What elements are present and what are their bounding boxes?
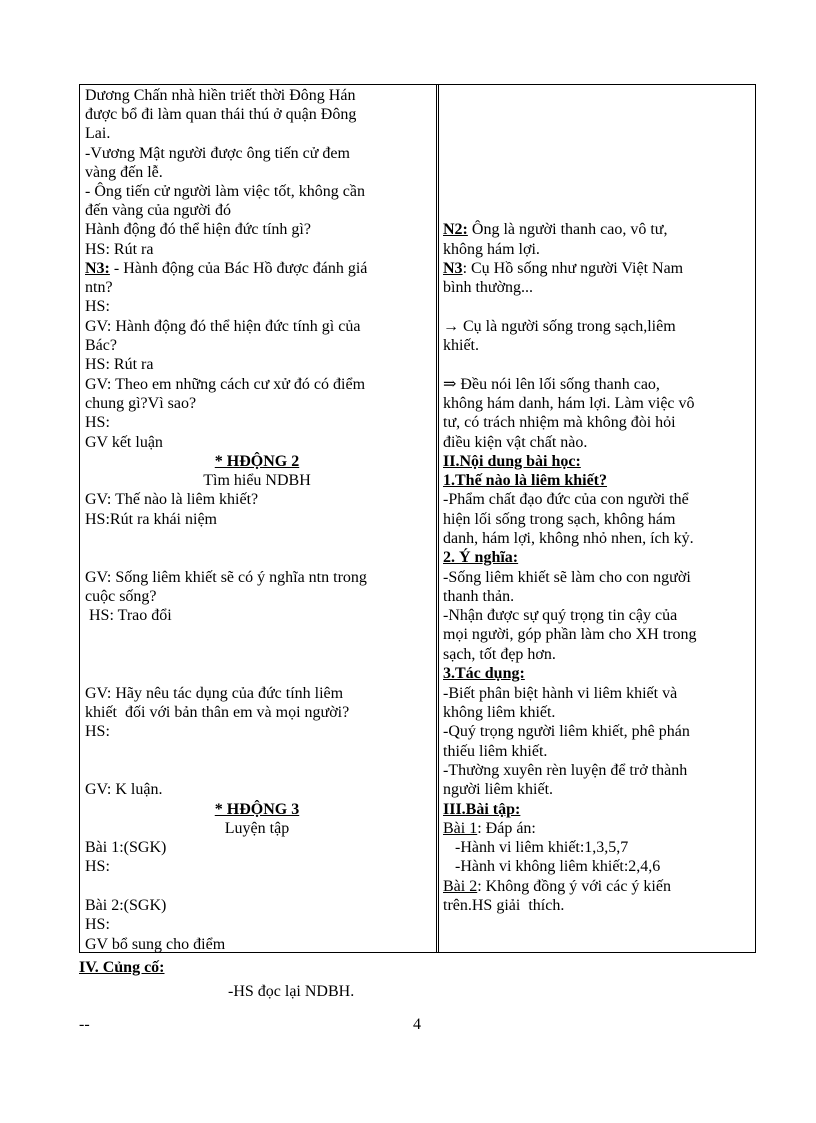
text-line: HS: Rút ra (85, 356, 154, 373)
text-line: - Ông tiến cử người làm việc tốt, không cần (85, 183, 365, 200)
text-line: vàng đến lễ. (85, 164, 163, 181)
text-line: -Hành vi liêm khiết:1,3,5,7 (443, 839, 629, 856)
text-line: HS: Rút ra (85, 241, 154, 258)
subsection-heading: 1.Thế nào là liêm khiết? (443, 472, 608, 489)
text-line: GV bổ sung cho điểm (85, 936, 226, 953)
text-line: GV: Thế nào là liêm khiết? (85, 491, 259, 508)
text-line: GV: Theo em những cách cư xử đó có điểm (85, 376, 366, 393)
answer-text: : Đáp án: (477, 820, 536, 837)
text-line: Bác? (85, 337, 117, 354)
answer-text: : Cụ Hồ sống như người Việt Nam (462, 260, 684, 277)
group-label: N3 (443, 260, 463, 277)
text-line: HS:Rút ra khái niệm (85, 511, 217, 528)
text-line: Bài 1:(SGK) (85, 839, 167, 856)
text-line: Hành động đó thể hiện đức tính gì? (85, 221, 311, 238)
text-line: HS: (85, 414, 110, 431)
activity-subtitle: Tìm hiểu NDBH (203, 472, 311, 489)
subsection-heading: 2. Ý nghĩa: (443, 549, 519, 566)
text-line: không hám danh, hám lợi. Làm việc vô (443, 395, 695, 412)
text-line: mọi người, góp phần làm cho XH trong (443, 626, 697, 643)
text-line: -Thường xuyên rèn luyện để trở thành (443, 762, 688, 779)
text-line: người liêm khiết. (443, 781, 554, 798)
question-text: - Hành động của Bác Hồ được đánh giá (109, 260, 368, 277)
text-line: không hám lợi. (443, 241, 540, 258)
group-label: N2: (443, 221, 468, 238)
text-line: GV: K luận. (85, 781, 163, 798)
text-line: -Vương Mật người được ông tiến cử đem (85, 145, 350, 162)
section-heading: II.Nội dung bài học: (443, 453, 581, 470)
text-line: HS: (85, 858, 110, 875)
text-line: -Biết phân biệt hành vi liêm khiết và (443, 685, 678, 702)
text-line: khiết đối với bản thân em và mọi người? (85, 704, 350, 721)
section-heading: III.Bài tập: (443, 801, 521, 818)
text-line: GV: Hành động đó thể hiện đức tính gì của (85, 318, 361, 335)
text-line: sạch, tốt đẹp hơn. (443, 646, 556, 663)
text-line: thiếu liêm khiết. (443, 743, 548, 760)
consolidation-item: -HS đọc lại NDBH. (228, 983, 355, 1000)
text-line: HS: Trao đổi (85, 607, 172, 624)
text-line: Dương Chấn nhà hiền triết thời Đông Hán (85, 87, 356, 104)
text-line: HS: (85, 723, 110, 740)
text-line: -Hành vi không liêm khiết:2,4,6 (443, 858, 661, 875)
text-line: trên.HS giải thích. (443, 897, 565, 914)
answer-text: Ông là người thanh cao, vô tư, (467, 221, 668, 238)
subsection-heading: 3.Tác dụng: (443, 665, 525, 682)
text-line: -Nhận được sự quý trọng tin cậy của (443, 607, 678, 624)
text-line (443, 259, 683, 278)
text-line: GV kết luận (85, 434, 163, 451)
text-line: GV: Sống liêm khiết sẽ có ý nghĩa ntn trong (85, 569, 367, 586)
lesson-table (79, 84, 756, 953)
text-line: Bài 2:(SGK) (85, 897, 167, 914)
text-line: chung gì?Vì sao? (85, 395, 197, 412)
text-line: → Cụ là người sống trong sạch,liêm (443, 318, 676, 335)
text-line: cuộc sống? (85, 588, 157, 605)
activity-subtitle: Luyện tập (224, 820, 290, 837)
text-line: HS: (85, 298, 110, 315)
text-line (443, 877, 671, 896)
text-line: HS: (85, 916, 110, 933)
text-line: ⇒ Đều nói lên lối sống thanh cao, (443, 376, 660, 393)
text-line: ntn? (85, 279, 113, 296)
text-line: không liêm khiết. (443, 704, 556, 721)
text-line: điều kiện vật chất nào. (443, 434, 588, 451)
text-line: danh, hám lợi, không nhỏ nhen, ích kỷ. (443, 530, 694, 547)
text-line: bình thường... (443, 279, 534, 296)
text-line: hiện lối sống trong sạch, không hám (443, 511, 676, 528)
text-line (443, 220, 667, 239)
text-line: -Quý trọng người liêm khiết, phê phán (443, 723, 690, 740)
text-line: -Phẩm chất đạo đức của con người thể (443, 491, 689, 508)
text-line (85, 259, 367, 278)
page-number: 4 (413, 1016, 421, 1033)
activity-heading: * HĐỘNG 3 (214, 801, 300, 818)
group-label: N3: (85, 260, 110, 277)
text-line: Lai. (85, 125, 111, 142)
answer-text: : Không đồng ý với các ý kiến (477, 878, 671, 895)
text-line: -Sống liêm khiết sẽ làm cho con người (443, 569, 691, 586)
text-line: tư, có trách nhiệm mà không đòi hỏi (443, 414, 676, 431)
text-line: khiết. (443, 337, 479, 354)
text-line: GV: Hãy nêu tác dụng của đức tính liêm (85, 685, 344, 702)
consolidation-heading: IV. Củng cố: (79, 959, 165, 976)
text-line: đến vàng của người đó (85, 202, 231, 219)
column-divider (436, 85, 439, 952)
exercise-label: Bài 2 (443, 878, 478, 895)
text-line: được bổ đi làm quan thái thú ở quận Đông (85, 106, 357, 123)
text-line (443, 819, 536, 838)
footer-dash: -- (79, 1016, 90, 1033)
exercise-label: Bài 1 (443, 820, 478, 837)
text-line: thanh thản. (443, 588, 515, 605)
activity-heading: * HĐỘNG 2 (214, 453, 300, 470)
